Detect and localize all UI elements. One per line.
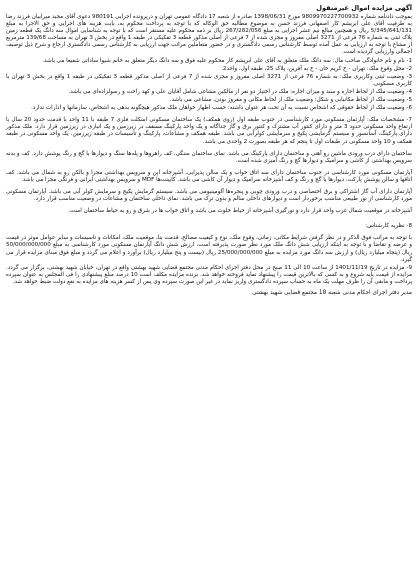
expert-opinion-label: 8- نظریه کارشناس: <box>365 223 412 230</box>
property-description: 7- مشخصات ملک: آپارتمان مسکونی مورد کارشناسی در جنوب طبقه اول (روی همکف) یک ساختمان مسکونی اسکلت فلزی 7 طبقه با 11 واحد با قدمت حدود 20 سال با ارتفاع واحد مسکونی حدود 3 متر و دارای کنتور آب مشترک و کنتور برق و گاز جداگانه و یک واحد پارکینگ مسقف در زیرزمین و یک انباری در زیرزمین قرار دارد. ملک مذکور دارای پارکینگ، آسانسور و سیستم گرمایشی پکیج و سرمایشی کولرآبی می باشد. طبقه همکف و مشاعات، پارکینگ و تاسیسات در طبقه زیرزمین، یک واحد مسکونی در طبقه همکف و 10 واحد مسکونی در طبقات اول تا پنجم که هر طبقه بصورت 2 واحدی می باشد. <box>6 117 413 145</box>
list-item-1: 1- نام و نام خانوادگی صاحب مال: سه دانگ ملک متعلق به آقای علی ابریشم کار محکوم علیه فوق و سه دانگ دیگر متعلق به خانم شیوا ساداتی شفیعا می باشد. <box>42 57 412 64</box>
kitchen-description: آشپزخانه در موقعیت شمال غرب واحد قرار دارد و نورگیری آشپزخانه از حیاط خلوت می باشد و اتاق خواب ها در شرق و رو به حیاط ساختمان است. <box>68 208 412 215</box>
auction-terms: 9- مزایده در تاریخ 1401/11/19 از ساعت 10 الی 11 صبح در محل دفتر اجرای احکام مدنی مجتمع قضایی شهید بهشتی واقع در تهران، خیابان شهید بهشتی، برگزار می گردد. مزایده از قیمت پایه شروع و به کسی که بالاترین قیمت را پیشنهاد نماید فروخته خواهد شد. برنده مزایده مکلف است 10 درصد مبلغ پیشنهادی را فی المجلس به عنوان سپرده پرداخت و مابقی آن را ظرف مهلت یک ماه به حساب سپرده دادگستری واریز نماید در غیر این صورت سپرده وی پس از کسر هزینه های مزایده به نفع دولت ضبط خواهد شد. <box>6 264 413 285</box>
item-list <box>6 58 412 113</box>
intro-paragraph: بموجب دادنامه شماره 9809970227700932 مورخ 1398/06/31 صادره از شعبه 17 دادگاه عمومی تهران و درپرونده اجرایی 980191 دعوی آقای مجید میرابیان فرزند رضا به طرفیت آقای علی ابریشم کار اصفهانی فرزند حسن به موضوع مطالبه حق الوکاله که با توجه به پرداخت محکوم به، بابت هزینه های اجرایی و حق الاجرا به مبلغ 5/345/641/131 ریال و همچنین مبالغ نیم عشر اجرایی به مبلغ 267/282/056 ریال بر ذمه محکوم علیه مستقر است که با توجه به شناسایی اموال سه دانگ یک قطعه زمین پلاک ثبتی به شماره 76 فرعی از 3271 اصلی مفروز و مجزی شده از 7 فرعی از اصلی مذکور قطعه 3 تفکیکی در طبقه 1 واقع در بخش 3 تهران به مساحت 139/68 مترمربع از مشاع با توجه به ارزیابی به عمل آمده توسط کارشناس رسمی دادگستری و در حضور متعاملین مراتب جهت ارزیابی به کارشناس رسمی دادگستری ارجاع و شرح ذیل توصیف اجمالی وارزیابی گردیده است. <box>6 14 412 56</box>
building-description: ساختمان دارای درب ورودی ماشین رو آهنی و ساختمان دارای پارکینگ می باشد. نمای ساختمان سنگی، کف راهروها و پله‌ها سنگ و دیوارها با گچ و رنگ پوشش دارد. کف و بدنه سرویس بهداشتی از کاشی و سرامیک و دیوارها گچ و رنگ آمیزی شده است. <box>6 150 412 164</box>
notice-title: آگهی مزایده اموال غیرمنقول <box>316 4 412 12</box>
list-item-5: 5- وضعیت ملک از لحاظ مکانیابی و شکل: وضعیت ملک از لحاظ مکانی و مفروز بودن، مشاعی می باشد. <box>169 97 412 104</box>
facilities-description: آپارتمان دارای آب گاز اشتراکی و برق اختصاصی و درب ورودی چوبی و پنجره‌ها آلومینیومی می باشد. سیستم گرمایش پکیج و سرمایش کولر آبی می باشد. آپارتمان مسکونی مورد کارشناسی از نور طبیعی مناسب برخوردار است و دیوارهای داخلی سالم و بدون ترک می باشد. نمای داخلی ساختمان و مشاعات در وضعیت مناسب قرار دارد. <box>6 188 412 203</box>
list-item-4: 4- وضعیت ملک از لحاظ اجاره و سند و میزان اجاره: ملک در اختیار دو نفر از مالکین مشاعی شامل آقایان علی و کهد راحت و رسولزاده‌ای می باشد. <box>68 88 412 95</box>
expert-opinion: با توجه به مراتب فوق الذکر و در نظر گرفتن شرایط مکانی، زمانی، وقوع ملک، نوع و کیفیت مصالح، قدمت بنا، موقعیت ملک، امکانات و تاسیسات و سایر عوامل موثر در قیمت و عرضه و تقاضا و با توجه به اینکه ارزیابی شش دانگ ملک مورد نظر صورت پذیرفته است، ارزش شش دانگ آپارتمان مسکونی مورد کارشناسی به مبلغ 50/000/000/000 ریال (پنجاه میلیارد ریال) و ارزش سه دانگ مورد مزایده به مبلغ 25/000/000/000 ریال (بیست و پنج میلیارد ریال) برآورد و اعلام می گردد و مبلغ فوق مبنای مزایده قرار می گیرد. <box>6 235 412 263</box>
list-item-2: 2- محل وقوع ملک: تهران - خ کریم خان - خ به آفرین، پلاک 25، طبقه اول، واحد2. <box>221 65 412 72</box>
list-item-3: 3- وضعیت ثبتی وکاربری ملک: به شماره 76 فرعی از 3271 اصلی مفروز و مجزی شده از 7 فرعی از اصلی مذکور قطعه 3 تفکیکی در طبقه 1 واقع در بخش 3 تهران با کاربری مسکونی. <box>6 73 412 87</box>
unit-description: آپارتمان مسکونی مورد کارشناسی در جنوب ساختمان دارای سه اتاق خواب و یک سالن پذیرایی، آشپزخانه اپن و سرویس بهداشتی مجزا و بالکن رو به شمال می باشد. کف اتاقها و سالن پوشش پارکت، دیوارها با گچ و رنگ و کف آشپزخانه سرامیک و دیوار آن کاشی می باشد. کابینت‌ها MDF و سرویس بهداشتی ایرانی و فرنگی مجزا می باشد. <box>6 169 412 183</box>
list-item-6: 6- وضعیت ملک از لحاظ حقوقی که اشخاص نسبت به آن تحت هر عنوان داشته: حسب اظهار خواهان ملک مذکور هیچگونه بدهی به اشخاص، سازمانها و ادارات ندارد. <box>31 105 412 112</box>
signature-line: مدیر دفتر اجرای احکام مدنی شعبه 18 مجتمع قضایی شهید بهشتی <box>252 290 412 296</box>
